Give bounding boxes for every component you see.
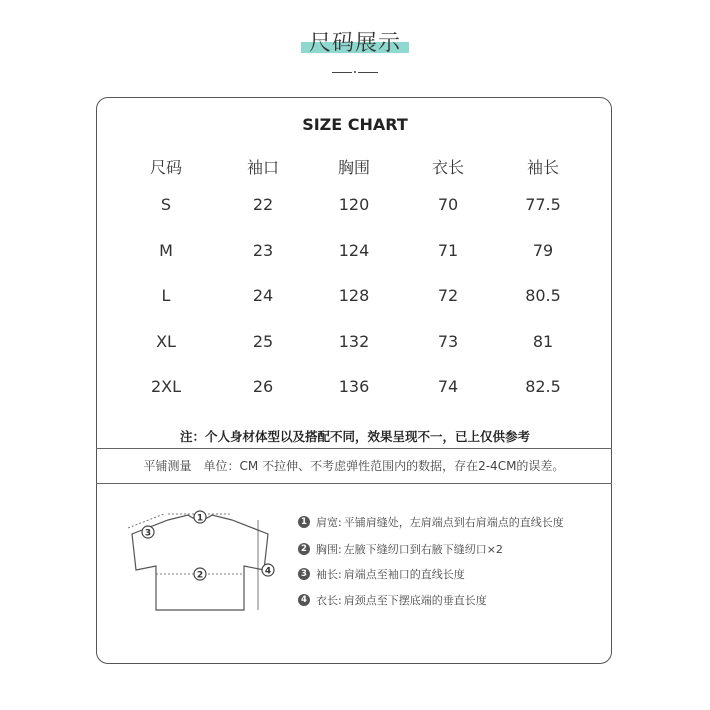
table-cell: 72 [437,286,459,305]
svg-text:4: 4 [264,566,272,577]
size-label: L [161,286,171,305]
legend-text: 平铺肩缝处，左肩端点到右肩端点的直线长度 [343,516,564,529]
table-cell: 120 [338,195,370,214]
table-cell: 74 [437,377,459,396]
table-cell: 81 [532,332,554,351]
table-cell: 77.5 [525,195,561,214]
svg-text:2: 2 [196,570,204,581]
legend-item [298,566,465,582]
legend-item [298,514,564,530]
table-cell: 73 [437,332,459,351]
table-cell: 82.5 [525,377,561,396]
legend-text: 肩端点至袖口的直线长度 [343,568,465,581]
table-cell: 132 [338,332,370,351]
table-cell: 80.5 [525,286,561,305]
measurement-note: 平铺测量 单位：CM 不拉伸、不考虑弹性范围内的数据，存在2-4CM的误差。 [143,459,565,473]
legend-item [298,592,487,608]
column-header: 袖口 [246,158,279,177]
legend-number: 2 [298,543,310,555]
page-header [0,0,710,90]
title-divider-left [332,72,352,73]
table-cell: 23 [252,241,274,260]
marker-4 [262,564,274,577]
size-label: XL [156,332,176,351]
table-cell: 124 [338,241,370,260]
divider-top [96,448,612,449]
marker-3 [142,526,154,539]
title-divider-dot [354,71,356,73]
size-label: S [160,195,172,214]
svg-text:1: 1 [196,513,204,524]
divider-bottom [96,483,612,484]
legend-text: 左腋下缝纫口到右腋下缝纫口×2 [343,543,503,556]
legend-number: 3 [298,568,310,580]
column-header: 胸围 [337,158,370,177]
legend-item [298,541,503,557]
reference-note: 注：个人身材体型以及搭配不同，效果呈现不一，已上仅供参考 [179,429,530,444]
legend-number: 1 [298,516,310,528]
legend-label: 胸围: [316,543,342,556]
size-label: M [159,241,173,260]
legend-label: 衣长: [316,594,342,607]
legend-number: 4 [298,594,310,606]
table-cell: 22 [252,195,274,214]
legend-text: 肩颈点至下摆底端的垂直长度 [343,594,487,607]
page-title: 尺码展示 [305,26,405,57]
title-divider-right [358,72,378,73]
table-cell: 136 [338,377,370,396]
table-cell: 25 [252,332,274,351]
table-cell: 24 [252,286,274,305]
column-header: 尺码 [149,158,182,177]
legend-label: 袖长: [316,568,342,581]
marker-2 [194,568,206,581]
size-label: 2XL [150,377,182,396]
svg-text:3: 3 [144,528,152,539]
table-cell: 26 [252,377,274,396]
table-cell: 79 [532,241,554,260]
column-header: 衣长 [431,158,464,177]
table-cell: 70 [437,195,459,214]
table-cell: 128 [338,286,370,305]
legend-label: 肩宽: [316,516,342,529]
marker-1 [194,511,206,524]
size-chart-title: SIZE CHART [302,115,408,134]
table-cell: 71 [437,241,459,260]
column-header: 袖长 [526,158,559,177]
tshirt-diagram [128,500,288,620]
